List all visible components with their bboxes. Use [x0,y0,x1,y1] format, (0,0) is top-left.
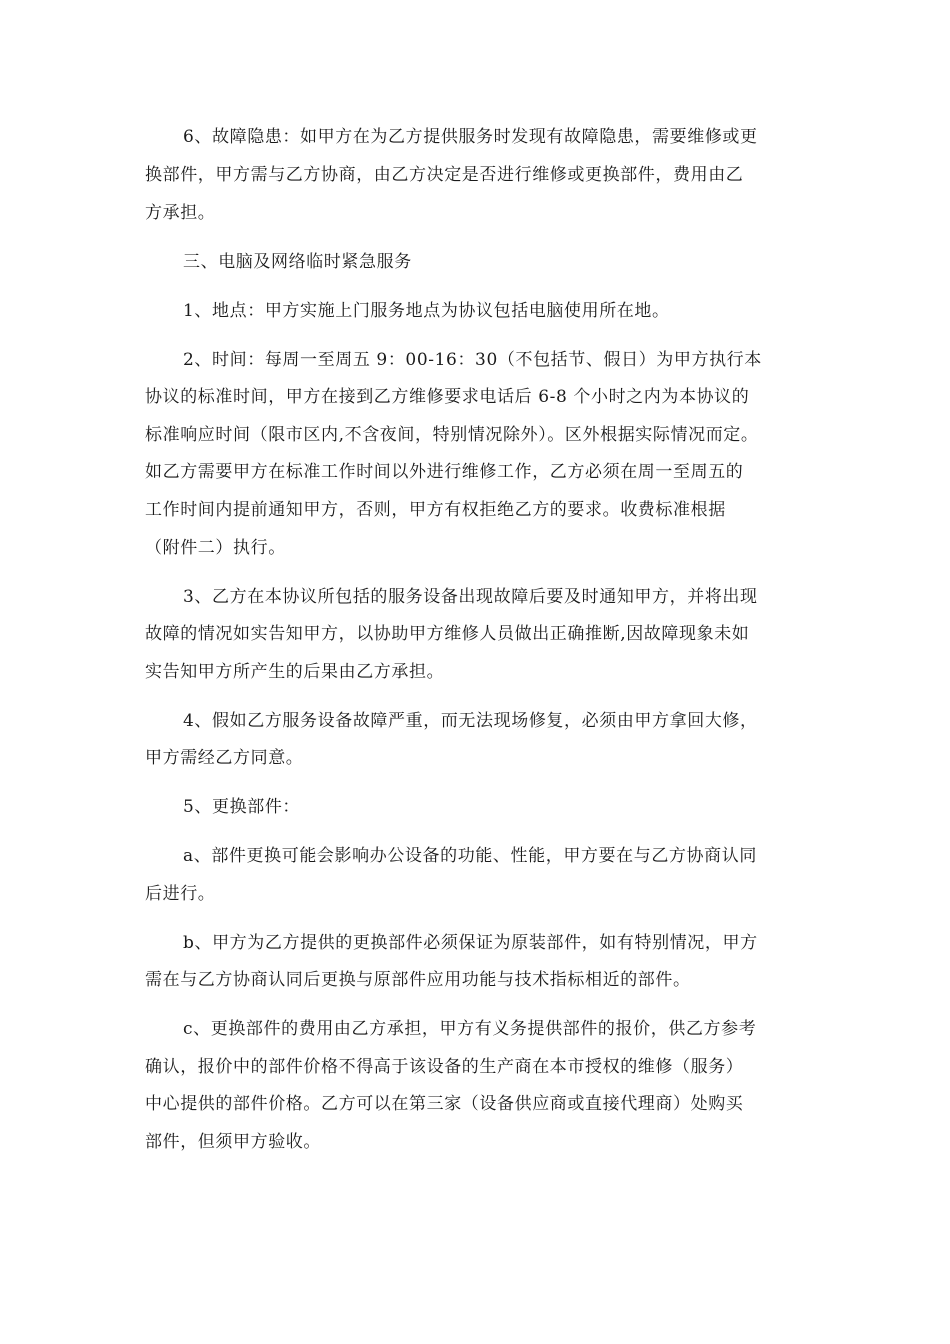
paragraph-line: 甲方需经乙方同意。 [145,748,304,768]
paragraph-line: 3、乙方在本协议所包括的服务设备出现故障后要及时通知甲方，并将出现 [183,587,758,607]
paragraph-line: b、甲方为乙方提供的更换部件必须保证为原装部件，如有特别情况，甲方 [183,933,758,953]
paragraph-line: 1、地点：甲方实施上门服务地点为协议包括电脑使用所在地。 [183,301,670,321]
paragraph-line: a、部件更换可能会影响办公设备的功能、性能，甲方要在与乙方协商认同 [183,846,757,866]
paragraph-line: 2、时间：每周一至周五 9：00-16：30（不包括节、假日）为甲方执行本 [183,350,762,370]
paragraph-line: 如乙方需要甲方在标准工作时间以外进行维修工作，乙方必须在周一至周五的 [145,462,744,482]
paragraph-line: 4、假如乙方服务设备故障严重，而无法现场修复，必须由甲方拿回大修， [183,711,758,731]
paragraph-line: 部件，但须甲方验收。 [145,1132,321,1152]
paragraph-line: 6、故障隐患：如甲方在为乙方提供服务时发现有故障隐患，需要维修或更 [183,127,758,147]
paragraph-line: 需在与乙方协商认同后更换与原部件应用功能与技术指标相近的部件。 [145,970,691,990]
paragraph-line: 标准响应时间（限市区内,不含夜间，特别情况除外）。区外根据实际情况而定。 [145,425,759,445]
paragraph-line: 协议的标准时间，甲方在接到乙方维修要求电话后 6-8 个小时之内为本协议的 [145,387,750,407]
paragraph-line: 故障的情况如实告知甲方，以协助甲方维修人员做出正确推断,因故障现象未如 [145,624,750,644]
paragraph-line: 确认，报价中的部件价格不得高于该设备的生产商在本市授权的维修（服务） [145,1057,744,1077]
paragraph-line: 换部件，甲方需与乙方协商，由乙方决定是否进行维修或更换部件，费用由乙 [145,165,744,185]
paragraph-line: 5、更换部件： [183,797,301,817]
paragraph-line: c、更换部件的费用由乙方承担，甲方有义务提供部件的报价，供乙方参考 [183,1019,757,1039]
paragraph-line: 中心提供的部件价格。乙方可以在第三家（设备供应商或直接代理商）处购买 [145,1094,744,1114]
paragraph-line: （附件二）执行。 [145,538,286,558]
section-heading: 三、电脑及网络临时紧急服务 [183,252,412,272]
paragraph-line: 后进行。 [145,884,216,904]
paragraph-line: 实告知甲方所产生的后果由乙方承担。 [145,662,445,682]
paragraph-line: 工作时间内提前通知甲方，否则，甲方有权拒绝乙方的要求。收费标准根据 [145,500,726,520]
paragraph-line: 方承担。 [145,203,216,223]
